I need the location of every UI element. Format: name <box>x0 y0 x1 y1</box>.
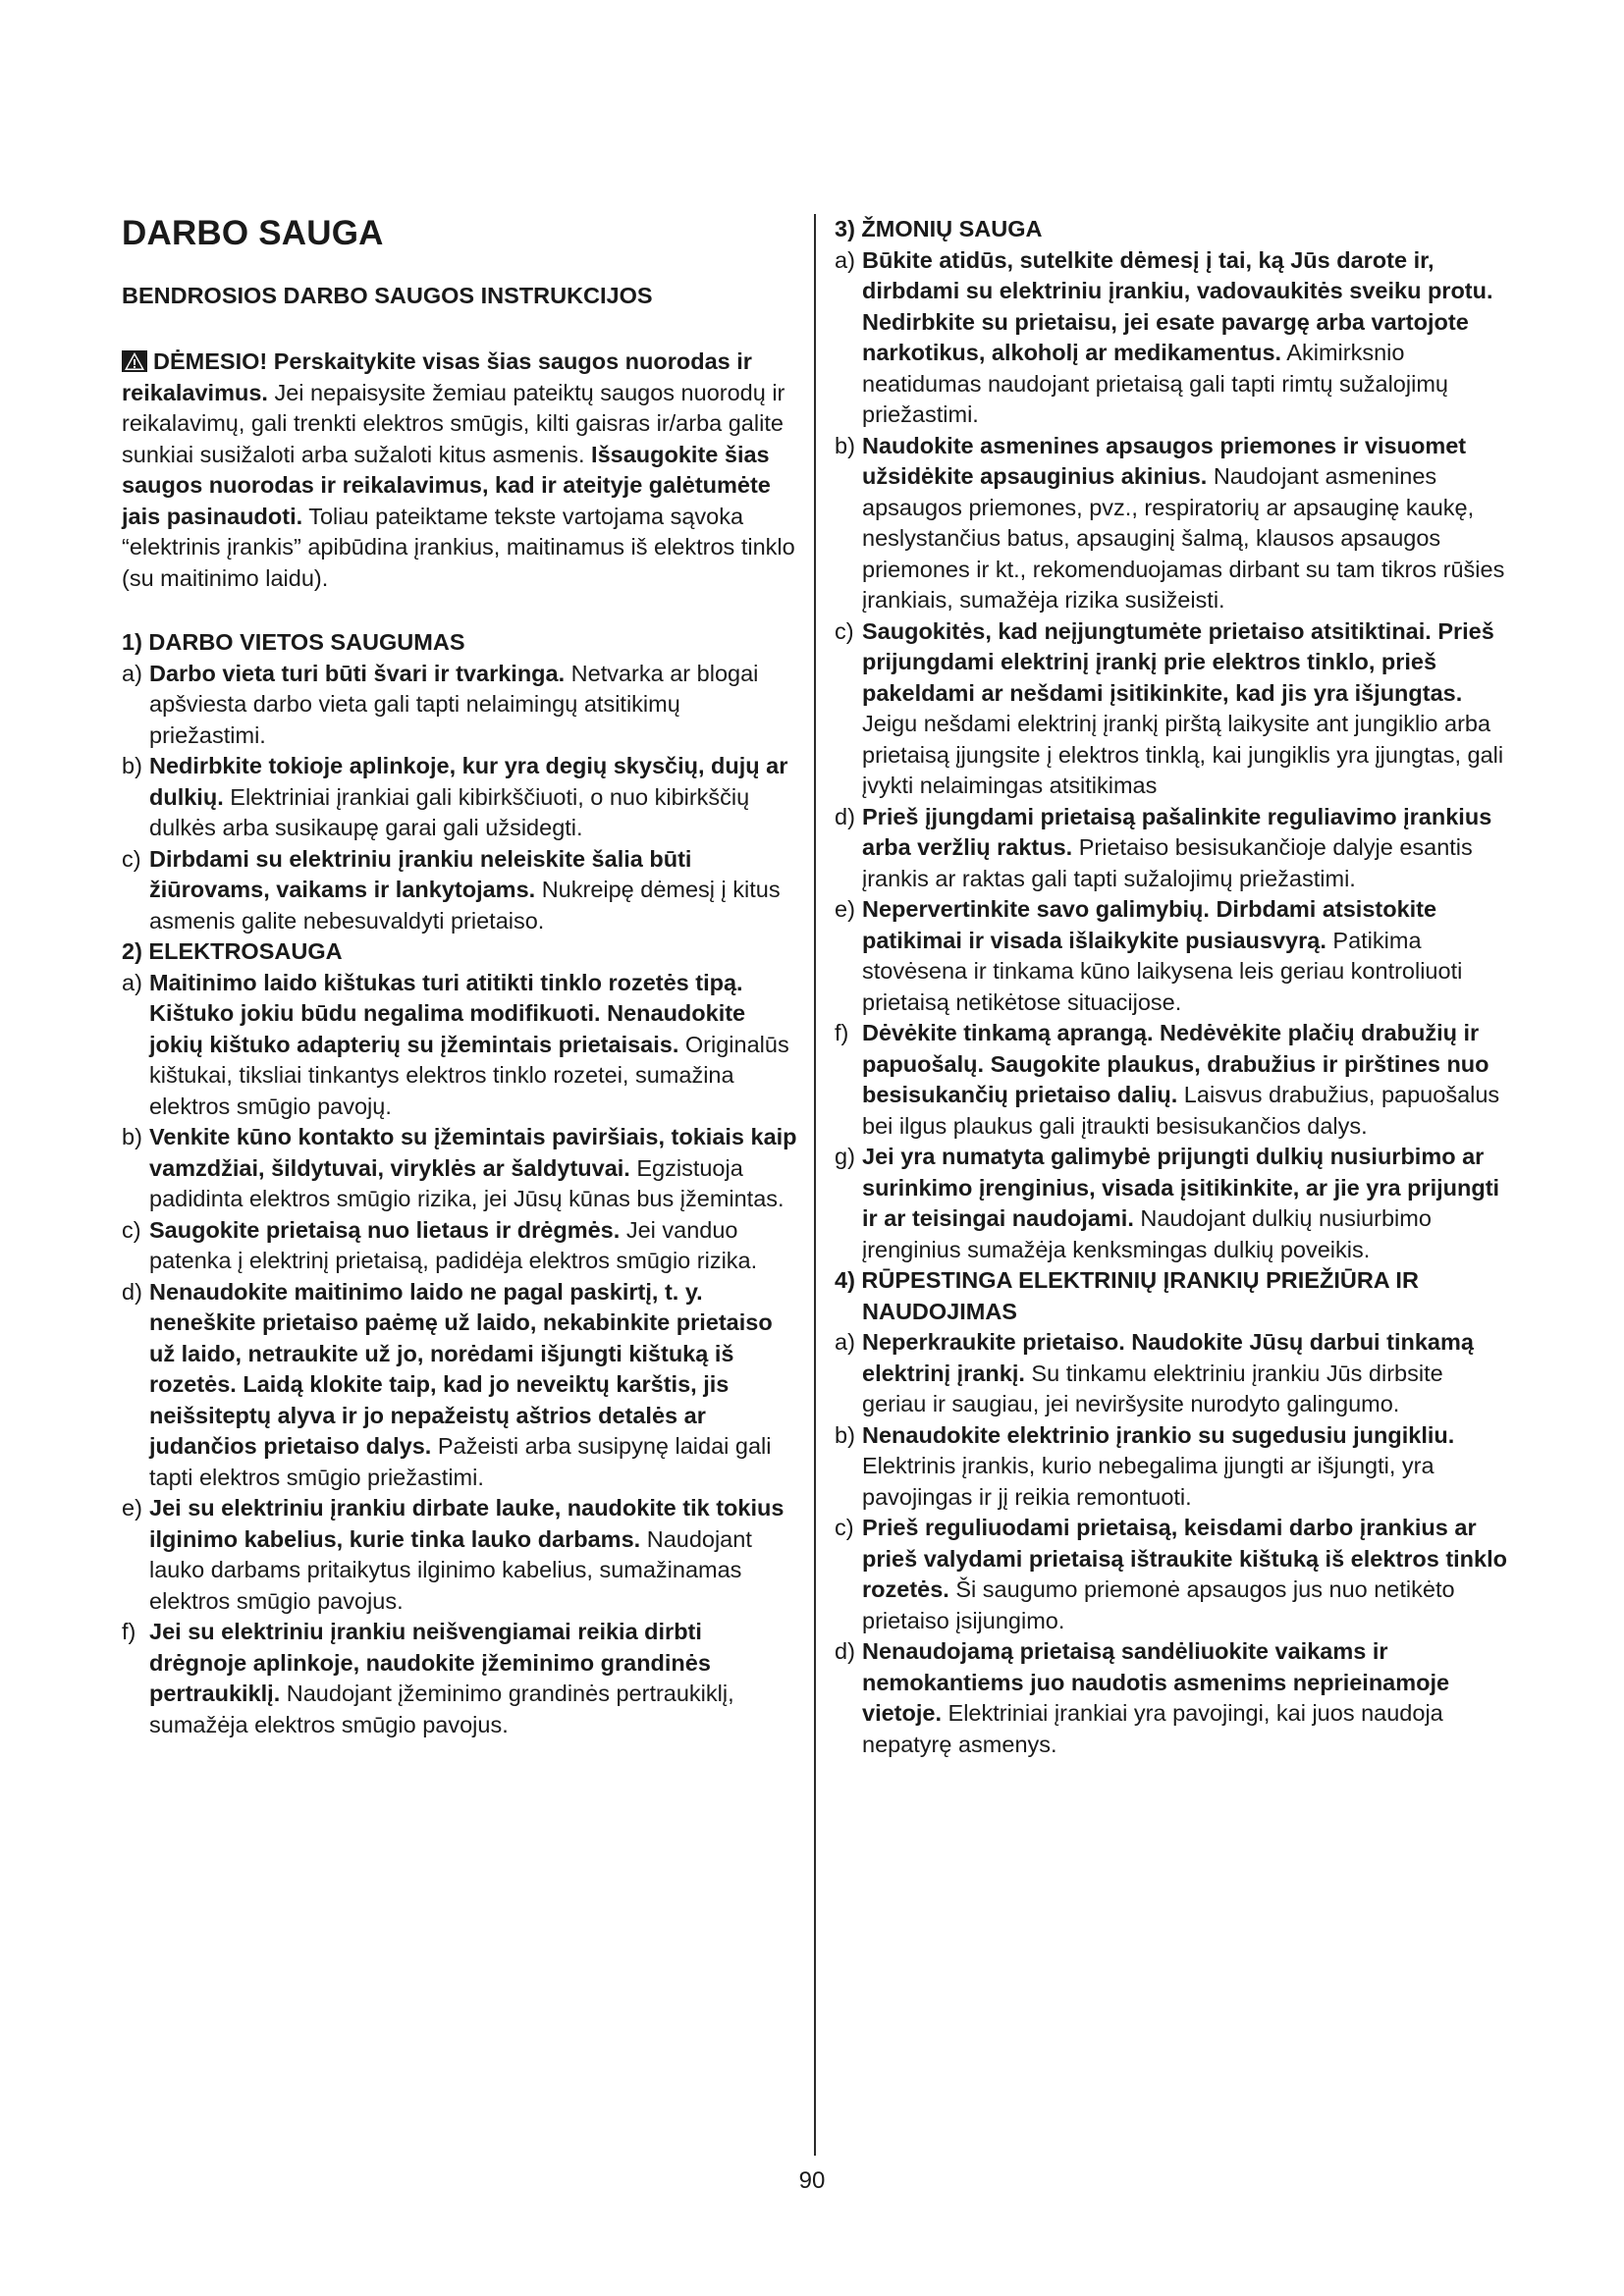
text-run: Akimirksnio neatidumas naudojant prietaisą gali tapti rimtų sužalojimų priežastimi. <box>862 340 1448 427</box>
bold-run: Naudokite asmenines apsaugos priemones ir visuomet užsidėkite apsauginius akinius. <box>862 432 1467 489</box>
intro-paragraph <box>122 347 797 594</box>
page-title: DARBO SAUGA <box>122 214 384 252</box>
text-run: Egzistuoja padidinta elektros smūgio rizika, jei Jūsų kūnas bus įžemintas. <box>149 1154 785 1211</box>
left-sections <box>122 627 797 1740</box>
list-item-text <box>862 431 1508 616</box>
text-run: Laisvus drabužius, papuošalus bei ilgus plaukus gali įtraukti besisukančios dalys. <box>862 1082 1500 1139</box>
list-item <box>122 1122 797 1215</box>
list-item <box>122 751 797 844</box>
bold-run: Būkite atidūs, sutelkite dėmesį į tai, ką Jūs darote ir, dirbdami su elektriniu įrankiu, vadovaukitės sveiku protu. Nedirbkite su prietaisu, jei esate pavargę arba vartojote narkotikus, alkoholį ar medikamentus. <box>862 246 1493 365</box>
list-item-label: b) <box>122 1124 142 1149</box>
right-column <box>835 214 1508 1760</box>
list-item-label: b) <box>835 1421 855 1448</box>
bold-run: Jei su elektriniu įrankiu dirbate lauke, naudokite tik tokius ilginimo kabelius, kurie tinka lauko darbams. <box>149 1495 785 1552</box>
intro-run-3: Toliau pateiktame tekste vartojama sąvoka “elektrinis įrankis” apibūdina įrankius, maitinamus iš elektros tinklo (su maitinimo laidu). <box>122 503 795 591</box>
list-item-text <box>862 1327 1508 1420</box>
list-item-label: d) <box>835 803 855 829</box>
warning-icon <box>122 350 147 372</box>
list-item-text <box>862 1420 1508 1514</box>
bold-run: Nenaudokite maitinimo laido ne pagal paskirtį, t. y. neneškite prietaiso paėmę už laido, nekabinkite prietaiso už laido, netraukite už jo, norėdami išjungti kištuką iš rozetės. Laidą klokite taip, kad jo neveiktų karštis, jis neišsiteptų alyva ir jo nepažeistų aštrios detalės ar judančios prietaiso dalys. <box>149 1278 773 1459</box>
list-item-text <box>862 1142 1508 1265</box>
list-item-label: a) <box>835 246 855 273</box>
list-item-text <box>149 1493 797 1617</box>
right-sections <box>835 214 1508 1760</box>
list-item <box>122 1493 797 1617</box>
section-2 <box>122 936 797 1740</box>
intro-run-0: DĖMESIO! Perskaitykite visas šias saugos nuorodas ir reikalavimus. <box>122 348 752 405</box>
bold-run: Dirbdami su elektriniu įrankiu neleiskite šalia būti žiūrovams, vaikams ir lankytojams. <box>149 845 692 902</box>
text-run: Elektrinis įrankis, kurio nebegalima įjungti ar išjungti, yra pavojingas ir jį reikia remontuoti. <box>862 1453 1435 1510</box>
list-item-text <box>149 968 797 1123</box>
page-subtitle: BENDROSIOS DARBO SAUGOS INSTRUKCIJOS <box>122 283 653 308</box>
list-item-text <box>149 751 797 844</box>
list-item-text <box>862 1018 1508 1142</box>
text-run: Netvarka ar blogai apšviesta darbo vieta gali tapti nelaimingų atsitikimų priežastimi. <box>149 660 759 748</box>
text-run: Ši saugumo priemonė apsaugos jus nuo netikėto prietaiso įsijungimo. <box>862 1576 1455 1633</box>
list-item-label: f) <box>835 1020 849 1045</box>
section-4 <box>835 1265 1508 1760</box>
list-item-text <box>862 245 1508 431</box>
text-run: Prietaiso besisukančioje dalyje esantis įrankis ar raktas gali tapti sužalojimų priežastimi. <box>862 834 1473 891</box>
page-number: 90 <box>798 2167 826 2194</box>
bold-run: Saugokitės, kad neįjungtumėte prietaiso atsitiktinai. Prieš prijungdami elektrinį įrankį prie elektros tinklo, prieš pakeldami ar nešdami įsitikinkite, kad jis yra išjungtas. <box>862 617 1494 706</box>
list-item <box>835 1018 1508 1142</box>
list-item-text <box>862 1636 1508 1760</box>
intro-run-1: Jei nepaisysite žemiau pateiktų saugos nuorodų ir reikalavimų, gali trenkti elektros smūgis, kilti gaisras ir/arba galite sunkiai susižaloti arba sužaloti kitus asmenis. <box>122 379 785 467</box>
column-divider <box>814 214 816 2156</box>
text-run: Naudojant lauko darbams pritaikytus ilginimo kabelius, sumažinamas elektros smūgio pavojus. <box>149 1525 752 1614</box>
text-run: Patikima stovėsena ir tinkama kūno laikysena leis geriau kontroliuoti prietaisą netikėtose situacijose. <box>862 927 1463 1015</box>
section-heading: 1) DARBO VIETOS SAUGUMAS <box>122 629 465 655</box>
list-item-label: d) <box>835 1638 855 1664</box>
list-item-text <box>149 1617 797 1740</box>
bold-run: Dėvėkite tinkamą aprangą. Nedėvėkite plačių drabužių ir papuošalų. Saugokite plaukus, drabužius ir pirštines nuo besisukančių prietaiso dalių. <box>862 1020 1489 1107</box>
text-run: Naudojant įžeminimo grandinės pertraukiklį, sumažėja elektros smūgio pavojus. <box>149 1681 734 1737</box>
bold-run: Saugokite prietaisą nuo lietaus ir drėgmės. <box>149 1216 621 1243</box>
bold-run: Prieš reguliuodami prietaisą, keisdami darbo įrankius ar prieš valydami prietaisą ištraukite kištuką iš elektros tinklo rozetės. <box>862 1515 1507 1602</box>
text-run: Naudojant asmenines apsaugos priemones, pvz., respiratorių ar apsauginę kaukę, neslystančius batus, apsauginį šalmą, klausos apsaugos priemones ir kt., rekomenduojamas dirbant su tam tikros rūšies įrankiais, sumažėja rizika susižeisti. <box>862 463 1505 613</box>
list-item-label: g) <box>835 1144 855 1169</box>
list-item-label: b) <box>835 432 855 458</box>
list-item <box>835 1513 1508 1636</box>
list-item-label: a) <box>835 1329 855 1355</box>
text-run: Elektriniai įrankiai gali kibirkščiuoti, o nuo kibirkščių dulkės arba susikaupę garai gali užsidegti. <box>149 783 750 840</box>
list-item-text <box>149 1215 797 1277</box>
list-item-label: a) <box>122 969 142 995</box>
list-item <box>835 245 1508 431</box>
bold-run: Nenaudokite elektrinio įrankio su sugedusiu jungikliu. <box>862 1421 1455 1448</box>
bold-run: Maitinimo laido kištukas turi atitikti tinklo rozetės tipą. Kištuko jokiu būdu negalima modifikuoti. Nenaudokite jokių kištuko adapterių su įžemintais prietaisais. <box>149 969 746 1057</box>
bold-run: Darbo vieta turi būti švari ir tvarkinga. <box>149 660 566 686</box>
list-item-label: c) <box>835 617 854 644</box>
bold-run: Nenaudojamą prietaisą sandėliuokite vaikams ir nemokantiems juo naudotis asmenims neprieinamoje vietoje. <box>862 1638 1450 1726</box>
list-item <box>122 1277 797 1494</box>
text-run: Naudojant dulkių nusiurbimo įrenginius sumažėja kenksmingas dulkių poveikis. <box>862 1205 1432 1262</box>
list-item-label: c) <box>122 845 141 872</box>
list-item <box>835 802 1508 895</box>
section-1 <box>122 627 797 936</box>
bold-run: Nepervertinkite savo galimybių. Dirbdami atsistokite patikimai ir visada išlaikykite pusiausvyrą. <box>862 896 1437 953</box>
bold-run: Prieš įjungdami prietaisą pašalinkite reguliavimo įrankius arba veržlių raktus. <box>862 803 1492 860</box>
intro-run-2: Išsaugokite šias saugos nuorodas ir reikalavimus, kad ir ateityje galėtumėte jais pasinaudoti. <box>122 441 771 529</box>
list-item <box>835 1142 1508 1265</box>
list-item <box>122 659 797 752</box>
section-3 <box>835 214 1508 1265</box>
list-item-label: b) <box>122 753 142 778</box>
list-item <box>835 431 1508 616</box>
text-run: Pažeisti arba susipynę laidai gali tapti elektros smūgio priežastimi. <box>149 1433 772 1490</box>
list-item-label: a) <box>122 660 142 686</box>
list-item-text <box>862 616 1508 802</box>
list-item <box>122 968 797 1123</box>
left-column <box>122 214 797 1740</box>
list-item-label: f) <box>122 1619 136 1644</box>
bold-run: Nedirbkite tokioje aplinkoje, kur yra degių skysčių, dujų ar dulkių. <box>149 753 788 810</box>
list-item-text <box>862 802 1508 895</box>
text-run: Jei vanduo patenka į elektrinį prietaisą, padidėja elektros smūgio rizika. <box>149 1216 758 1273</box>
text-run: Nukreipę dėmesį į kitus asmenis galite nebesuvaldyti prietaiso. <box>149 877 781 934</box>
list-item <box>122 1617 797 1740</box>
list-item-label: e) <box>835 896 855 922</box>
list-item-text <box>149 1277 797 1494</box>
list-item-text <box>149 659 797 752</box>
text-run: Su tinkamu elektriniu įrankiu Jūs dirbsite geriau ir saugiau, jei neviršysite nurodyto galingumo. <box>862 1360 1443 1416</box>
text-run: Elektriniai įrankiai yra pavojingi, kai juos naudoja nepatyrę asmenys. <box>862 1700 1443 1757</box>
list-item-label: c) <box>835 1515 854 1540</box>
bold-run: Neperkraukite prietaiso. Naudokite Jūsų darbui tinkamą elektrinį įrankį. <box>862 1329 1474 1386</box>
section-heading: 3) ŽMONIŲ SAUGA <box>835 216 1043 241</box>
bold-run: Jei yra numatyta galimybė prijungti dulkių nusiurbimo ar surinkimo įrenginius, visada įsitikinkite, ar jie yra prijungti ir ar teisingai naudojami. <box>862 1144 1500 1231</box>
section-heading: 2) ELEKTROSAUGA <box>122 938 343 964</box>
section-heading: 4) RŪPESTINGA ELEKTRINIŲ ĮRANKIŲ PRIEŽIŪRA IR NAUDOJIMAS <box>835 1267 1419 1324</box>
list-item <box>835 1420 1508 1514</box>
text-run: Originalūs kištukai, tiksliai tinkantys elektros tinklo rozetei, sumažina elektros smūgio pavojų. <box>149 1031 789 1119</box>
list-item <box>122 844 797 937</box>
list-item <box>835 1636 1508 1760</box>
list-item-label: d) <box>122 1278 142 1305</box>
list-item-text <box>862 894 1508 1018</box>
bold-run: Jei su elektriniu įrankiu neišvengiamai reikia dirbti drėgnoje aplinkoje, naudokite įžeminimo grandinės pertraukiklį. <box>149 1619 711 1706</box>
list-item <box>835 1327 1508 1420</box>
list-item-text <box>149 844 797 937</box>
list-item-label: e) <box>122 1495 142 1521</box>
bold-run: Venkite kūno kontakto su įžemintais paviršiais, tokiais kaip vamzdžiai, šildytuvai, viryklės ar šaldytuvai. <box>149 1124 797 1181</box>
text-run: Jeigu nešdami elektrinį įrankį pirštą laikysite ant jungiklio arba prietaisą įjungsite į elektros tinklą, kai jungiklis yra įjungtas, gali įvykti nelaimingas atsitikimas <box>862 711 1504 798</box>
list-item-label: c) <box>122 1216 141 1243</box>
list-item-text <box>149 1122 797 1215</box>
list-item <box>835 616 1508 802</box>
list-item <box>122 1215 797 1277</box>
list-item <box>835 894 1508 1018</box>
list-item-text <box>862 1513 1508 1636</box>
